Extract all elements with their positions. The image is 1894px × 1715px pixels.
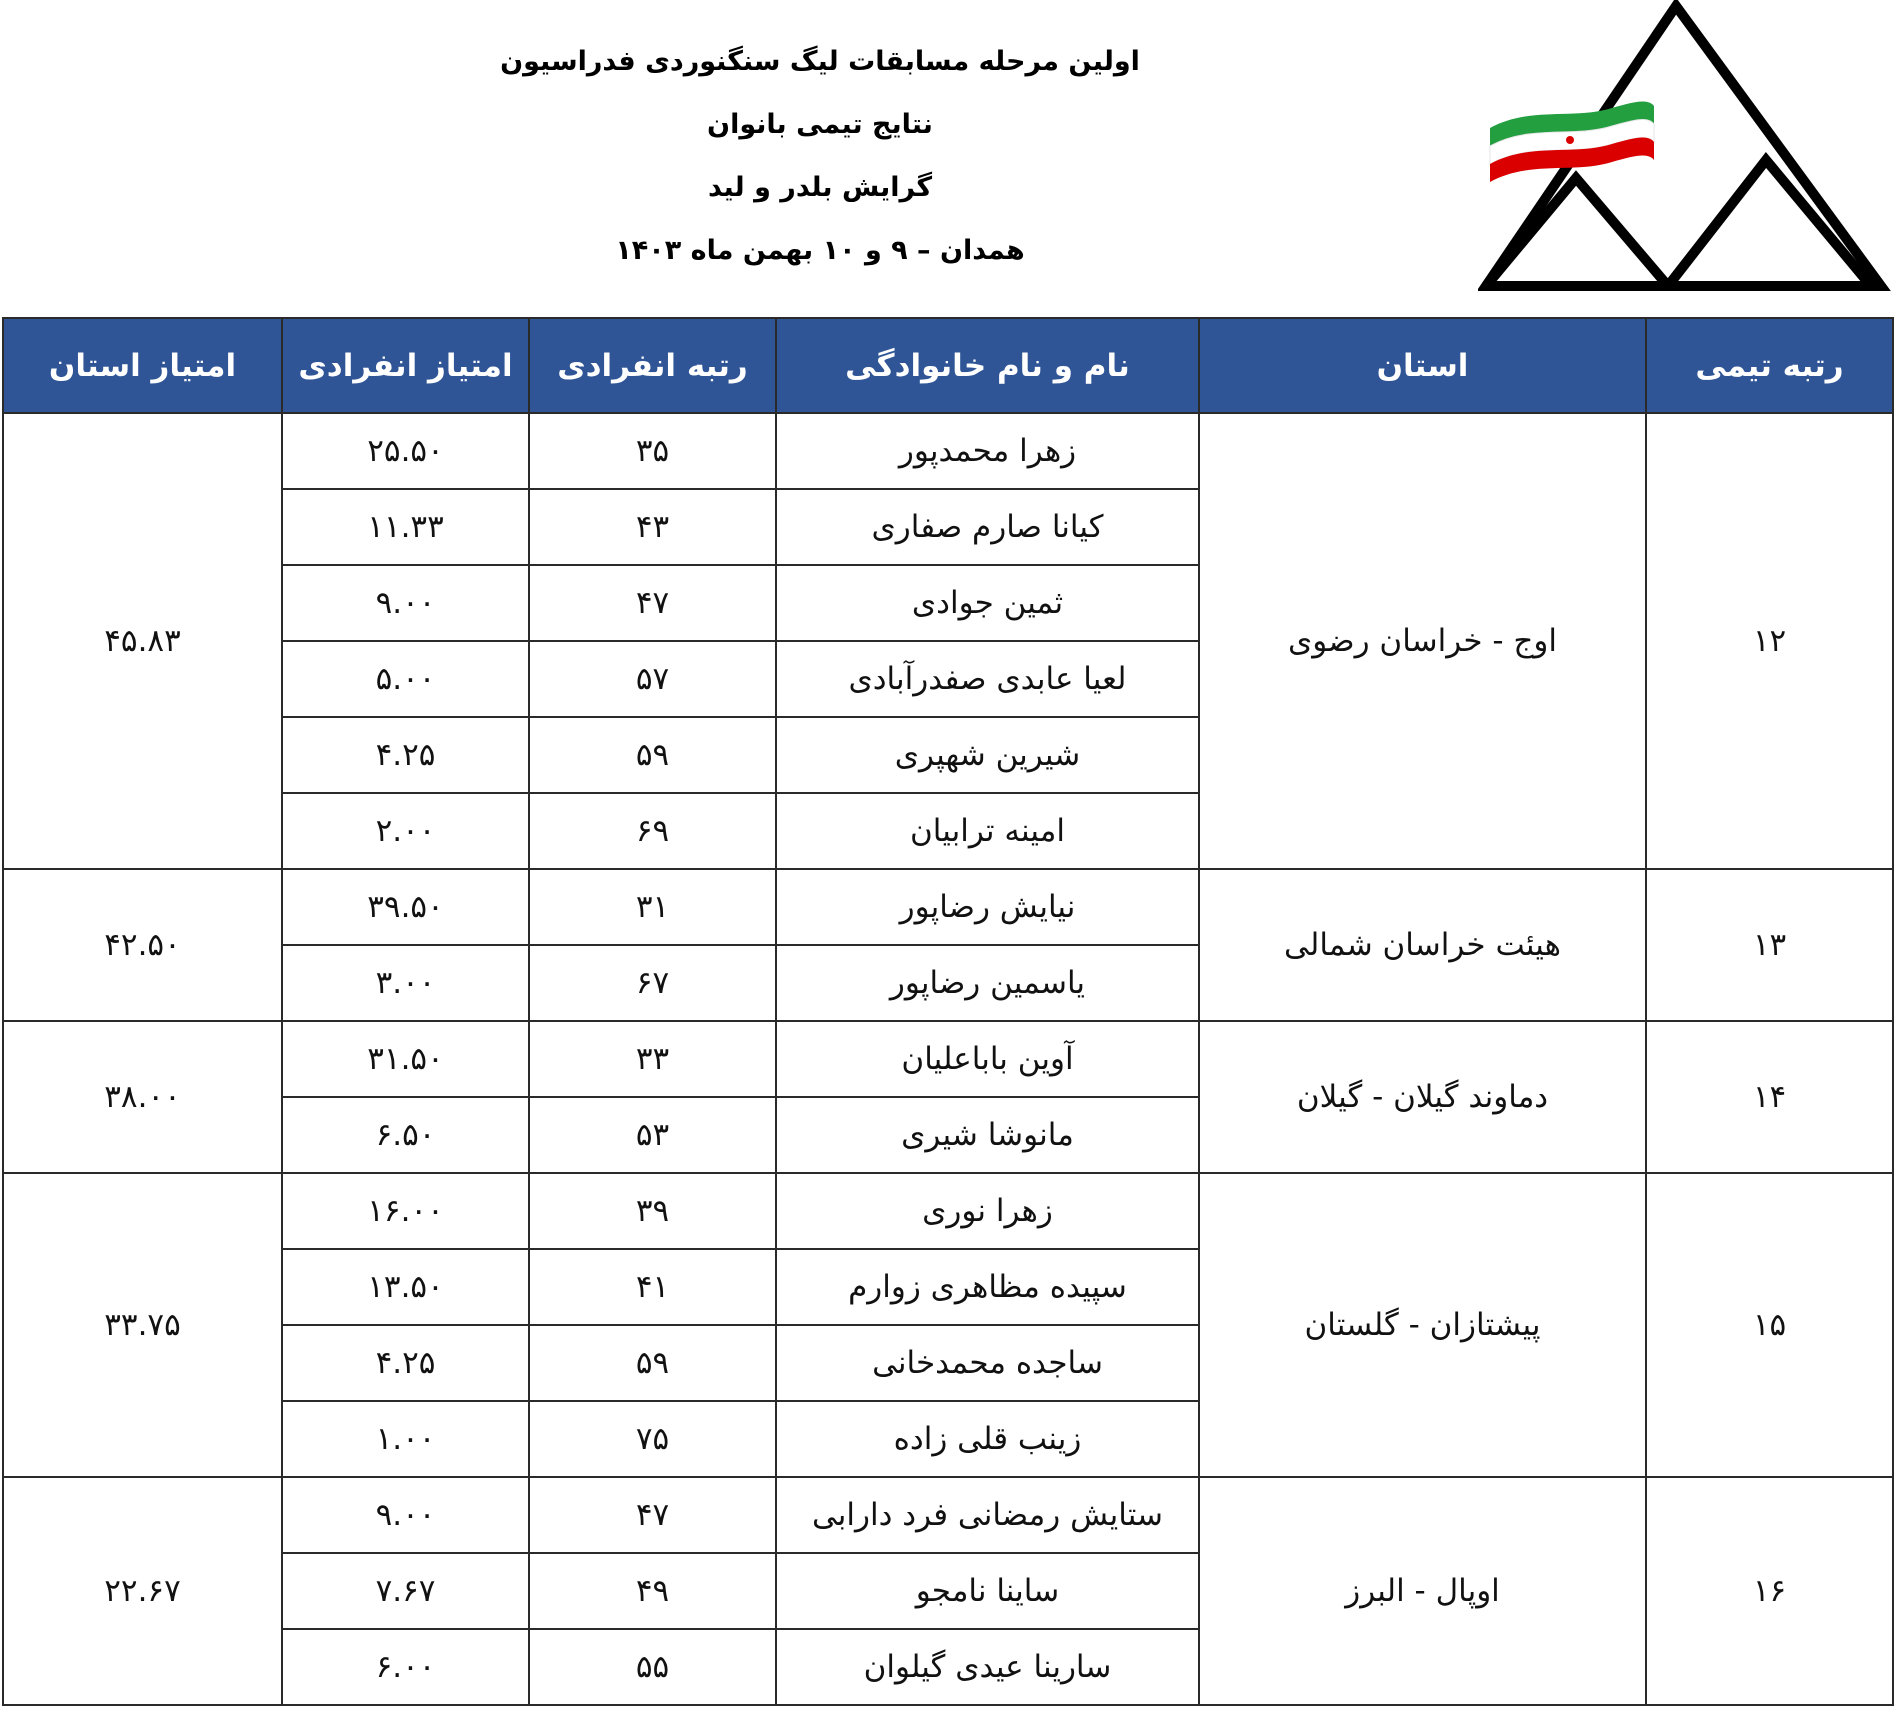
individual-score-cell: ۶.۵۰ xyxy=(282,1097,529,1173)
member-name-cell: کیانا صارم صفاری xyxy=(776,489,1199,565)
individual-score-cell: ۲.۰۰ xyxy=(282,793,529,869)
member-name-cell: نیایش رضاپور xyxy=(776,869,1199,945)
individual-score-cell: ۳۹.۵۰ xyxy=(282,869,529,945)
col-individual-rank: رتبه انفرادی xyxy=(529,318,776,413)
individual-rank-cell: ۴۷ xyxy=(529,1477,776,1553)
title-block xyxy=(440,30,1200,282)
province-cell: پیشتازان - گلستان xyxy=(1199,1173,1646,1477)
col-province: استان xyxy=(1199,318,1646,413)
member-name-cell: آوین باباعلیان xyxy=(776,1021,1199,1097)
title-location-date: همدان – ۹ و ۱۰ بهمن ماه ۱۴۰۳ xyxy=(615,235,1025,266)
table-row xyxy=(3,1173,1893,1249)
individual-rank-cell: ۳۳ xyxy=(529,1021,776,1097)
individual-rank-cell: ۴۳ xyxy=(529,489,776,565)
member-name-cell: زهرا نوری xyxy=(776,1173,1199,1249)
individual-rank-cell: ۳۹ xyxy=(529,1173,776,1249)
individual-rank-cell: ۴۱ xyxy=(529,1249,776,1325)
province-cell: اوپال - البرز xyxy=(1199,1477,1646,1705)
province-score-cell: ۳۳.۷۵ xyxy=(3,1173,282,1477)
individual-score-cell: ۳.۰۰ xyxy=(282,945,529,1021)
member-name-cell: شیرین شهپری xyxy=(776,717,1199,793)
title-competition: اولین مرحله مسابقات لیگ سنگنوردی فدراسیون xyxy=(500,46,1140,77)
individual-rank-cell: ۴۷ xyxy=(529,565,776,641)
individual-score-cell: ۷.۶۷ xyxy=(282,1553,529,1629)
table-row xyxy=(3,1477,1893,1553)
team-rank-cell: ۱۵ xyxy=(1646,1173,1893,1477)
member-name-cell: لعیا عابدی صفدرآبادی xyxy=(776,641,1199,717)
individual-score-cell: ۱۶.۰۰ xyxy=(282,1173,529,1249)
member-name-cell: مانوشا شیری xyxy=(776,1097,1199,1173)
table-row xyxy=(3,869,1893,945)
federation-logo xyxy=(1478,0,1894,300)
individual-score-cell: ۵.۰۰ xyxy=(282,641,529,717)
page-header xyxy=(0,0,1894,318)
individual-score-cell: ۹.۰۰ xyxy=(282,1477,529,1553)
individual-rank-cell: ۷۵ xyxy=(529,1401,776,1477)
province-score-cell: ۳۸.۰۰ xyxy=(3,1021,282,1173)
individual-rank-cell: ۵۹ xyxy=(529,717,776,793)
individual-score-cell: ۹.۰۰ xyxy=(282,565,529,641)
individual-score-cell: ۲۵.۵۰ xyxy=(282,413,529,489)
individual-rank-cell: ۳۵ xyxy=(529,413,776,489)
team-rank-cell: ۱۶ xyxy=(1646,1477,1893,1705)
individual-score-cell: ۱.۰۰ xyxy=(282,1401,529,1477)
team-rank-cell: ۱۳ xyxy=(1646,869,1893,1021)
province-score-cell: ۴۲.۵۰ xyxy=(3,869,282,1021)
iran-flag-icon xyxy=(1490,102,1654,182)
flag-emblem-icon xyxy=(1566,136,1574,144)
member-name-cell: امینه ترابیان xyxy=(776,793,1199,869)
member-name-cell: سارینا عیدی گیلوان xyxy=(776,1629,1199,1705)
title-discipline: گرایش بلدر و لید xyxy=(707,172,933,203)
member-name-cell: ثمین جوادی xyxy=(776,565,1199,641)
individual-score-cell: ۱۱.۳۳ xyxy=(282,489,529,565)
individual-score-cell: ۳۱.۵۰ xyxy=(282,1021,529,1097)
province-cell: هیئت خراسان شمالی xyxy=(1199,869,1646,1021)
col-team-rank: رتبه تیمی xyxy=(1646,318,1893,413)
col-province-score: امتیاز استان xyxy=(3,318,282,413)
table-row xyxy=(3,413,1893,489)
member-name-cell: ساینا نامجو xyxy=(776,1553,1199,1629)
individual-rank-cell: ۵۹ xyxy=(529,1325,776,1401)
province-score-cell: ۲۲.۶۷ xyxy=(3,1477,282,1705)
team-rank-cell: ۱۲ xyxy=(1646,413,1893,869)
province-score-cell: ۴۵.۸۳ xyxy=(3,413,282,869)
province-cell: دماوند گیلان - گیلان xyxy=(1199,1021,1646,1173)
individual-rank-cell: ۴۹ xyxy=(529,1553,776,1629)
member-name-cell: ساجده محمدخانی xyxy=(776,1325,1199,1401)
individual-score-cell: ۶.۰۰ xyxy=(282,1629,529,1705)
table-header-row xyxy=(3,318,1893,413)
member-name-cell: یاسمین رضاپور xyxy=(776,945,1199,1021)
team-results-table xyxy=(2,317,1894,1706)
individual-score-cell: ۴.۲۵ xyxy=(282,717,529,793)
individual-rank-cell: ۳۱ xyxy=(529,869,776,945)
table-row xyxy=(3,1021,1893,1097)
individual-score-cell: ۴.۲۵ xyxy=(282,1325,529,1401)
member-name-cell: سپیده مظاهری زوارم xyxy=(776,1249,1199,1325)
team-rank-cell: ۱۴ xyxy=(1646,1021,1893,1173)
col-name: نام و نام خانوادگی xyxy=(776,318,1199,413)
individual-rank-cell: ۵۵ xyxy=(529,1629,776,1705)
member-name-cell: زهرا محمدپور xyxy=(776,413,1199,489)
table-body xyxy=(3,413,1893,1705)
individual-rank-cell: ۵۷ xyxy=(529,641,776,717)
individual-rank-cell: ۶۷ xyxy=(529,945,776,1021)
title-results: نتایج تیمی بانوان xyxy=(707,109,933,140)
member-name-cell: زینب قلی زاده xyxy=(776,1401,1199,1477)
member-name-cell: ستایش رمضانی فرد دارابی xyxy=(776,1477,1199,1553)
individual-rank-cell: ۵۳ xyxy=(529,1097,776,1173)
individual-rank-cell: ۶۹ xyxy=(529,793,776,869)
province-cell: اوج - خراسان رضوی xyxy=(1199,413,1646,869)
col-individual-score: امتیاز انفرادی xyxy=(282,318,529,413)
individual-score-cell: ۱۳.۵۰ xyxy=(282,1249,529,1325)
table-header xyxy=(3,318,1893,413)
